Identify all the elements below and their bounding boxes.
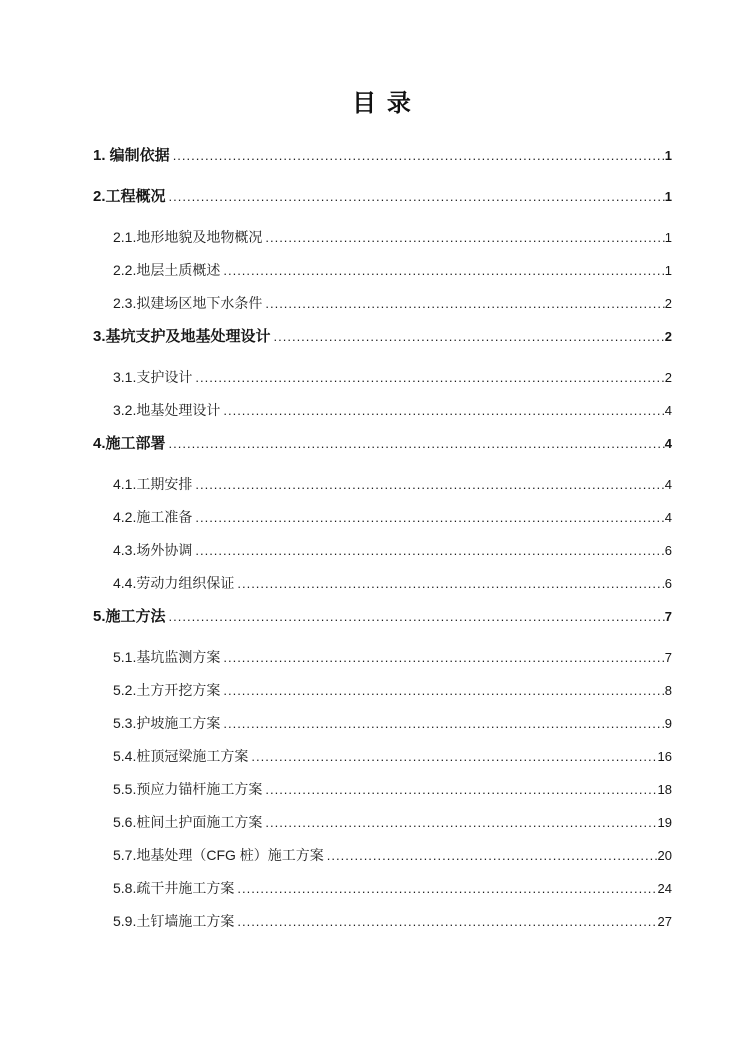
toc-entry bbox=[93, 541, 672, 560]
toc-entry-label: 5.7.地基处理（CFG 桩）施工方案 bbox=[113, 847, 324, 863]
toc-dot-leader bbox=[223, 401, 664, 420]
toc-dot-leader bbox=[223, 714, 664, 733]
toc-entry bbox=[93, 747, 672, 766]
toc-entry-page: 2 bbox=[664, 329, 672, 344]
toc-dot-leader bbox=[169, 607, 665, 626]
toc-entry-label: 5.2.土方开挖方案 bbox=[113, 682, 221, 698]
toc-entry-page: 7 bbox=[664, 650, 672, 665]
toc-entry-label: 2.工程概况 bbox=[93, 188, 166, 205]
toc-entry-page: 7 bbox=[664, 609, 672, 624]
toc-entry bbox=[93, 508, 672, 527]
toc-entry bbox=[93, 401, 672, 420]
toc-dot-leader bbox=[195, 508, 664, 527]
toc-dot-leader bbox=[237, 912, 657, 931]
toc-dot-leader bbox=[237, 574, 664, 593]
toc-dot-leader bbox=[265, 228, 664, 247]
toc-entry-label: 5.3.护坡施工方案 bbox=[113, 715, 221, 731]
toc-entry-label: 5.施工方法 bbox=[93, 608, 166, 625]
toc-entry-page: 20 bbox=[657, 848, 672, 863]
toc-entry bbox=[93, 228, 672, 247]
toc-dot-leader bbox=[237, 879, 657, 898]
toc-entry-label: 5.5.预应力锚杆施工方案 bbox=[113, 781, 263, 797]
toc-dot-leader bbox=[274, 327, 665, 346]
toc-dot-leader bbox=[265, 813, 657, 832]
toc-entry-label: 2.2.地层土质概述 bbox=[113, 262, 221, 278]
toc-entry-label: 2.1.地形地貌及地物概况 bbox=[113, 229, 263, 245]
toc-entry-label: 1. 编制依据 bbox=[93, 147, 170, 164]
toc-entry-label: 3.基坑支护及地基处理设计 bbox=[93, 328, 271, 345]
toc-entry bbox=[93, 879, 672, 898]
toc-entry bbox=[93, 146, 672, 165]
toc-entry-label: 5.6.桩间土护面施工方案 bbox=[113, 814, 263, 830]
toc-entry bbox=[93, 187, 672, 206]
toc-dot-leader bbox=[195, 541, 664, 560]
toc-entry-label: 5.4.桩顶冠梁施工方案 bbox=[113, 748, 249, 764]
toc-entry-page: 27 bbox=[657, 914, 672, 929]
toc-title: 目 录 bbox=[352, 90, 413, 117]
toc-entry bbox=[93, 648, 672, 667]
toc-entry bbox=[93, 912, 672, 931]
toc-entry bbox=[93, 327, 672, 346]
toc-dot-leader bbox=[173, 146, 665, 165]
toc-entry-page: 1 bbox=[664, 230, 672, 245]
toc-dot-leader bbox=[223, 681, 664, 700]
toc-entry bbox=[93, 294, 672, 313]
toc-dot-leader bbox=[223, 261, 664, 280]
toc-entry-label: 5.9.土钉墙施工方案 bbox=[113, 913, 235, 929]
toc-entry-page: 4 bbox=[664, 477, 672, 492]
toc-dot-leader bbox=[251, 747, 657, 766]
toc-entry-page: 18 bbox=[657, 782, 672, 797]
toc-entry-page: 4 bbox=[664, 403, 672, 418]
toc-entry bbox=[93, 813, 672, 832]
toc-entry-label: 5.8.疏干井施工方案 bbox=[113, 880, 235, 896]
toc-list bbox=[93, 146, 672, 931]
toc-entry-page: 8 bbox=[664, 683, 672, 698]
toc-entry-label: 4.4.劳动力组织保证 bbox=[113, 575, 235, 591]
toc-entry-label: 4.施工部署 bbox=[93, 435, 166, 452]
toc-entry-page: 1 bbox=[664, 189, 672, 204]
toc-dot-leader bbox=[265, 294, 664, 313]
toc-entry-label: 4.3.场外协调 bbox=[113, 542, 193, 558]
toc-dot-leader bbox=[223, 648, 664, 667]
toc-entry-label: 3.1.支护设计 bbox=[113, 369, 193, 385]
toc-entry bbox=[93, 607, 672, 626]
toc-dot-leader bbox=[265, 780, 657, 799]
toc-dot-leader bbox=[195, 368, 664, 387]
toc-entry-page: 4 bbox=[664, 510, 672, 525]
toc-entry bbox=[93, 368, 672, 387]
toc-entry-page: 2 bbox=[664, 370, 672, 385]
toc-entry-page: 1 bbox=[664, 148, 672, 163]
toc-entry-page: 19 bbox=[657, 815, 672, 830]
toc-entry-label: 4.2.施工准备 bbox=[113, 509, 193, 525]
toc-entry-page: 6 bbox=[664, 543, 672, 558]
toc-entry-label: 4.1.工期安排 bbox=[113, 476, 193, 492]
toc-entry-page: 6 bbox=[664, 576, 672, 591]
toc-entry-label: 5.1.基坑监测方案 bbox=[113, 649, 221, 665]
toc-entry bbox=[93, 714, 672, 733]
toc-entry-label: 3.2.地基处理设计 bbox=[113, 402, 221, 418]
toc-dot-leader bbox=[169, 187, 665, 206]
toc-entry bbox=[93, 846, 672, 865]
toc-entry-page: 16 bbox=[657, 749, 672, 764]
toc-entry-page: 1 bbox=[664, 263, 672, 278]
toc-entry-page: 4 bbox=[664, 436, 672, 451]
toc-entry-page: 24 bbox=[657, 881, 672, 896]
toc-dot-leader bbox=[195, 475, 664, 494]
toc-entry bbox=[93, 261, 672, 280]
toc-entry-page: 2 bbox=[664, 296, 672, 311]
toc-dot-leader bbox=[169, 434, 665, 453]
toc-entry bbox=[93, 574, 672, 593]
toc-entry-label: 2.3.拟建场区地下水条件 bbox=[113, 295, 263, 311]
toc-entry-page: 9 bbox=[664, 716, 672, 731]
toc-entry bbox=[93, 475, 672, 494]
toc-dot-leader bbox=[327, 846, 658, 865]
toc-entry bbox=[93, 780, 672, 799]
toc-entry bbox=[93, 681, 672, 700]
toc-entry bbox=[93, 434, 672, 453]
